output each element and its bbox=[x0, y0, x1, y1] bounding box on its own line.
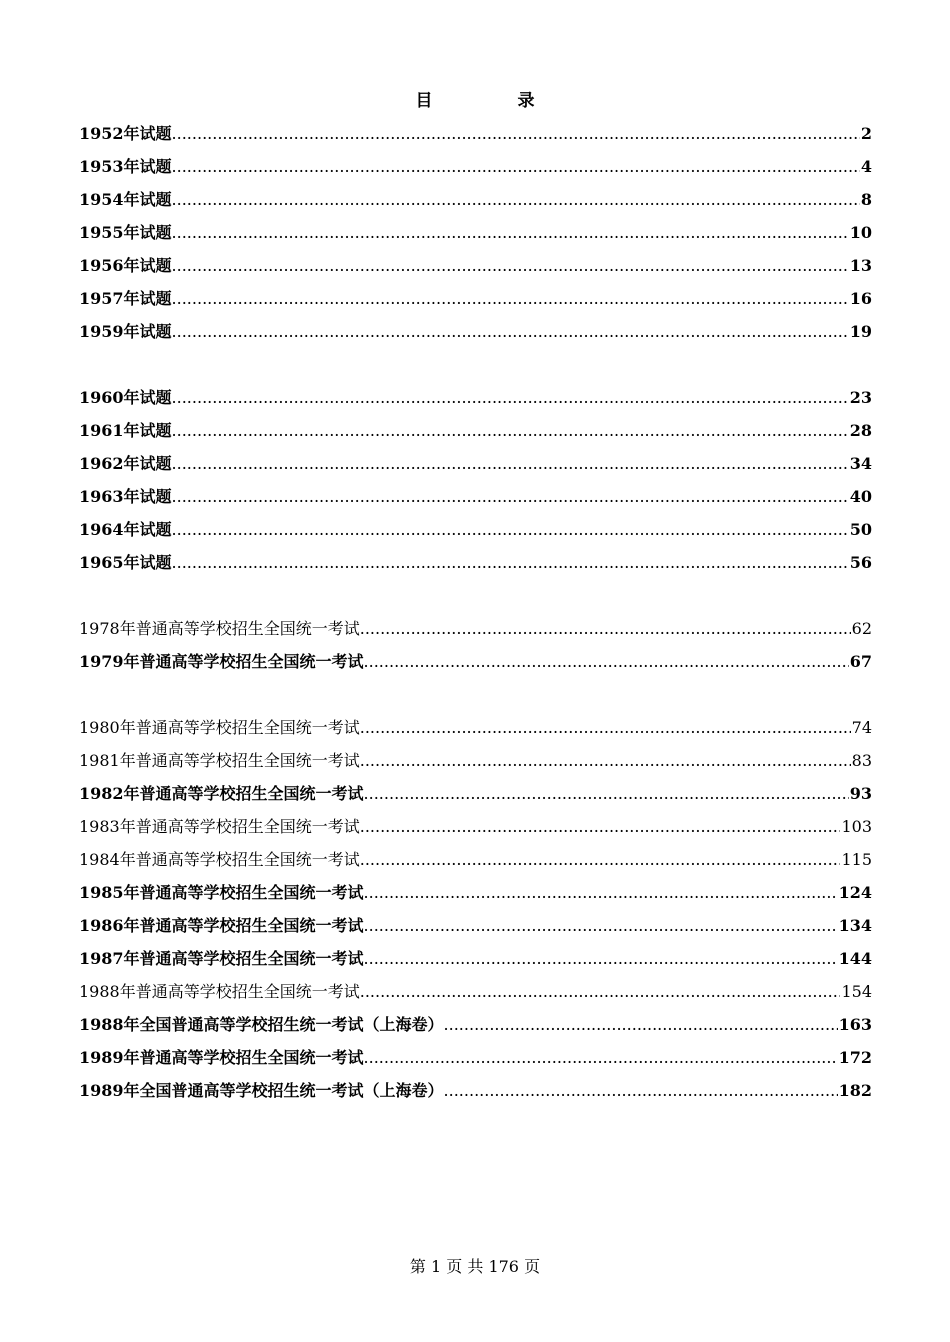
toc-dot-leader bbox=[172, 249, 849, 282]
toc-entry-label: 1979年普通高等学校招生全国统一考试 bbox=[79, 652, 364, 671]
toc-entry-label: 1983年普通高等学校招生全国统一考试 bbox=[79, 817, 360, 836]
toc-entry[interactable] bbox=[79, 744, 872, 777]
toc-entry-page-number: 134 bbox=[838, 916, 872, 935]
toc-entry-label: 1954年试题 bbox=[79, 190, 172, 209]
toc-entry[interactable] bbox=[79, 381, 872, 414]
toc-entry[interactable] bbox=[79, 612, 872, 645]
toc-dot-leader bbox=[360, 843, 841, 876]
toc-entry-page-number: 8 bbox=[860, 190, 872, 209]
toc-entry-label: 1986年普通高等学校招生全国统一考试 bbox=[79, 916, 364, 935]
toc-dot-leader bbox=[364, 1041, 838, 1074]
toc-entry-label: 1982年普通高等学校招生全国统一考试 bbox=[79, 784, 364, 803]
toc-dot-leader bbox=[364, 942, 838, 975]
toc-entry-page-number: 50 bbox=[849, 520, 872, 539]
toc-dot-leader bbox=[172, 381, 849, 414]
toc-entry[interactable] bbox=[79, 1008, 872, 1041]
toc-entry-page-number: 124 bbox=[838, 883, 872, 902]
toc-entry-label: 1953年试题 bbox=[79, 157, 172, 176]
toc-entry[interactable] bbox=[79, 645, 872, 678]
toc-entry[interactable] bbox=[79, 414, 872, 447]
toc-entry[interactable] bbox=[79, 1041, 872, 1074]
toc-entry-page-number: 19 bbox=[849, 322, 872, 341]
toc-entry-label: 1952年试题 bbox=[79, 124, 172, 143]
toc-entry[interactable] bbox=[79, 513, 872, 546]
toc-entry-label: 1963年试题 bbox=[79, 487, 172, 506]
toc-entry-label: 1956年试题 bbox=[79, 256, 172, 275]
toc-entry[interactable] bbox=[79, 216, 872, 249]
toc-entry-page-number: 103 bbox=[841, 817, 872, 836]
toc-entry[interactable] bbox=[79, 249, 872, 282]
toc-entry-label: 1961年试题 bbox=[79, 421, 172, 440]
toc-entry[interactable] bbox=[79, 546, 872, 579]
toc-entry[interactable] bbox=[79, 480, 872, 513]
toc-entry-page-number: 13 bbox=[849, 256, 872, 275]
toc-entry-label: 1962年试题 bbox=[79, 454, 172, 473]
toc-entry-page-number: 2 bbox=[860, 124, 872, 143]
toc-entry[interactable] bbox=[79, 282, 872, 315]
toc-entry-label: 1978年普通高等学校招生全国统一考试 bbox=[79, 619, 360, 638]
toc-dot-leader bbox=[360, 975, 841, 1008]
toc-dot-leader bbox=[172, 513, 849, 546]
toc-entry-label: 1987年普通高等学校招生全国统一考试 bbox=[79, 949, 364, 968]
toc-entry-label: 1955年试题 bbox=[79, 223, 172, 242]
toc-entry-page-number: 172 bbox=[838, 1048, 872, 1067]
toc-dot-leader bbox=[172, 480, 849, 513]
toc-dot-leader bbox=[444, 1074, 838, 1107]
toc-entry-page-number: 34 bbox=[849, 454, 872, 473]
toc-entry-page-number: 93 bbox=[849, 784, 872, 803]
toc-entry-page-number: 40 bbox=[849, 487, 872, 506]
toc-dot-leader bbox=[364, 876, 838, 909]
toc-entry-page-number: 83 bbox=[851, 751, 872, 770]
toc-entry[interactable] bbox=[79, 975, 872, 1008]
table-of-contents bbox=[79, 117, 872, 1107]
toc-entry-page-number: 23 bbox=[849, 388, 872, 407]
toc-dot-leader bbox=[172, 117, 860, 150]
toc-dot-leader bbox=[360, 744, 851, 777]
toc-entry[interactable] bbox=[79, 810, 872, 843]
toc-dot-leader bbox=[360, 711, 851, 744]
toc-entry-label: 1957年试题 bbox=[79, 289, 172, 308]
toc-entry[interactable] bbox=[79, 711, 872, 744]
toc-entry[interactable] bbox=[79, 315, 872, 348]
toc-entry-label: 1960年试题 bbox=[79, 388, 172, 407]
toc-entry[interactable] bbox=[79, 777, 872, 810]
toc-entry-label: 1964年试题 bbox=[79, 520, 172, 539]
toc-dot-leader bbox=[364, 909, 838, 942]
toc-entry[interactable] bbox=[79, 909, 872, 942]
toc-entry-page-number: 182 bbox=[838, 1081, 872, 1100]
toc-entry-page-number: 163 bbox=[838, 1015, 872, 1034]
toc-entry-label: 1981年普通高等学校招生全国统一考试 bbox=[79, 751, 360, 770]
toc-entry[interactable] bbox=[79, 183, 872, 216]
toc-entry-label: 1965年试题 bbox=[79, 553, 172, 572]
toc-dot-leader bbox=[172, 183, 860, 216]
toc-entry[interactable] bbox=[79, 843, 872, 876]
toc-dot-leader bbox=[172, 447, 849, 480]
toc-entry-page-number: 67 bbox=[849, 652, 872, 671]
toc-title: 目 录 bbox=[415, 91, 569, 111]
toc-dot-leader bbox=[360, 612, 851, 645]
toc-entry-page-number: 56 bbox=[849, 553, 872, 572]
toc-dot-leader bbox=[172, 150, 860, 183]
toc-dot-leader bbox=[364, 645, 849, 678]
toc-entry[interactable] bbox=[79, 117, 872, 150]
toc-entry-page-number: 62 bbox=[851, 619, 872, 638]
toc-entry-page-number: 74 bbox=[851, 718, 872, 737]
toc-entry-label: 1985年普通高等学校招生全国统一考试 bbox=[79, 883, 364, 902]
toc-entry-label: 1959年试题 bbox=[79, 322, 172, 341]
toc-entry-label: 1984年普通高等学校招生全国统一考试 bbox=[79, 850, 360, 869]
toc-dot-leader bbox=[172, 546, 849, 579]
toc-entry-page-number: 115 bbox=[841, 850, 872, 869]
toc-dot-leader bbox=[360, 810, 841, 843]
toc-entry-page-number: 144 bbox=[838, 949, 872, 968]
toc-entry-page-number: 28 bbox=[849, 421, 872, 440]
toc-dot-leader bbox=[172, 216, 849, 249]
toc-dot-leader bbox=[172, 282, 849, 315]
toc-entry[interactable] bbox=[79, 942, 872, 975]
toc-entry[interactable] bbox=[79, 447, 872, 480]
toc-entry-page-number: 16 bbox=[849, 289, 872, 308]
toc-entry-page-number: 10 bbox=[849, 223, 872, 242]
toc-entry[interactable] bbox=[79, 1074, 872, 1107]
toc-entry-label: 1989年普通高等学校招生全国统一考试 bbox=[79, 1048, 364, 1067]
toc-entry-page-number: 154 bbox=[841, 982, 872, 1001]
toc-dot-leader bbox=[172, 315, 849, 348]
toc-entry-label: 1980年普通高等学校招生全国统一考试 bbox=[79, 718, 360, 737]
toc-dot-leader bbox=[364, 777, 849, 810]
toc-entry-label: 1988年普通高等学校招生全国统一考试 bbox=[79, 982, 360, 1001]
toc-dot-leader bbox=[172, 414, 849, 447]
toc-dot-leader bbox=[444, 1008, 838, 1041]
toc-entry-label: 1989年全国普通高等学校招生统一考试（上海卷） bbox=[79, 1081, 444, 1100]
toc-entry[interactable] bbox=[79, 876, 872, 909]
page-footer: 第 1 页 共 176 页 bbox=[409, 1257, 541, 1276]
toc-entry[interactable] bbox=[79, 150, 872, 183]
toc-entry-page-number: 4 bbox=[860, 157, 872, 176]
toc-entry-label: 1988年全国普通高等学校招生统一考试（上海卷） bbox=[79, 1015, 444, 1034]
